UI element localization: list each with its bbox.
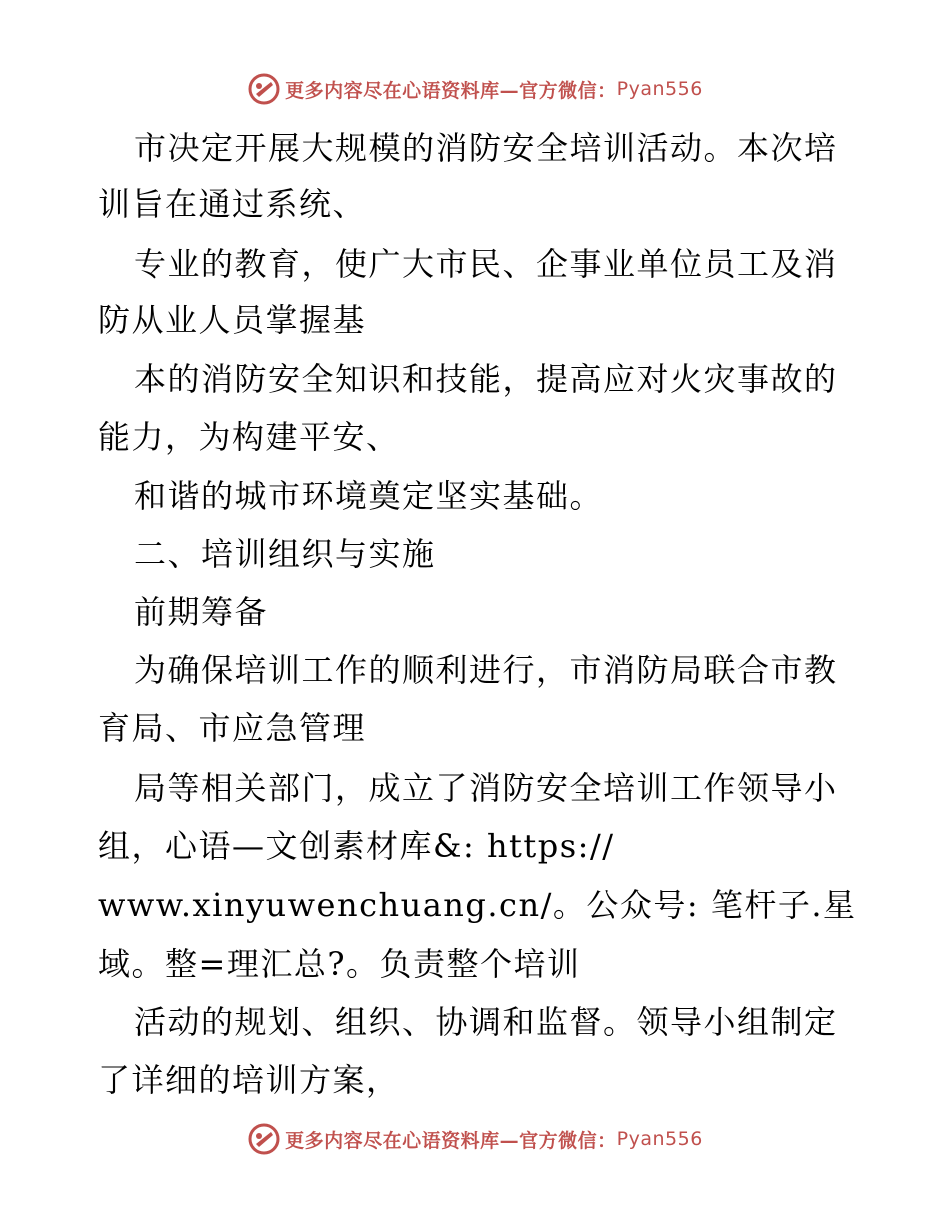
text-line: 本的消防安全知识和技能，提高应对火灾事故的 (134, 360, 838, 398)
footer-banner-text: 更多内容尽在心语资料库—官方微信： (285, 1129, 617, 1152)
text-line: 专业的教育，使广大市民、企事业单位员工及消 (134, 245, 838, 283)
text-line: 训旨在通过系统、 (98, 185, 367, 223)
brand-logo-icon (247, 1122, 281, 1156)
text-line: 市决定开展大规模的消防安全培训活动。本次培 (134, 129, 838, 167)
header-banner-text: 更多内容尽在心语资料库—官方微信： (285, 79, 617, 102)
section-heading: 二、培训组织与实施 (134, 535, 436, 573)
text-line: 能力，为构建平安、 (98, 418, 400, 456)
text-line: 域。整=理汇总?。负责整个培训 (98, 945, 581, 983)
header-banner-id: Pyan556 (616, 78, 703, 100)
text-line: 和谐的城市环境奠定坚实基础。 (134, 477, 604, 515)
text-line: 局等相关部门，成立了消防安全培训工作领导小 (134, 769, 838, 807)
text-line: www.xinyuwenchuang.cn/。公众号: 笔杆子.星 (98, 886, 857, 924)
subsection-heading: 前期筹备 (134, 593, 269, 631)
footer-banner (0, 1119, 950, 1159)
text-line: 为确保培训工作的顺利进行，市消防局联合市教 (134, 651, 838, 689)
text-line: 防从业人员掌握基 (98, 301, 367, 339)
text-line: 活动的规划、组织、协调和监督。领导小组制定 (134, 1003, 838, 1041)
header-banner (0, 69, 950, 109)
brand-logo-icon (247, 72, 281, 106)
text-line: 了详细的培训方案， (98, 1061, 400, 1099)
footer-banner-id: Pyan556 (616, 1128, 703, 1150)
text-line: 育局、市应急管理 (98, 709, 367, 747)
text-line: 组，心语—文创素材库&: https:// (98, 827, 615, 865)
